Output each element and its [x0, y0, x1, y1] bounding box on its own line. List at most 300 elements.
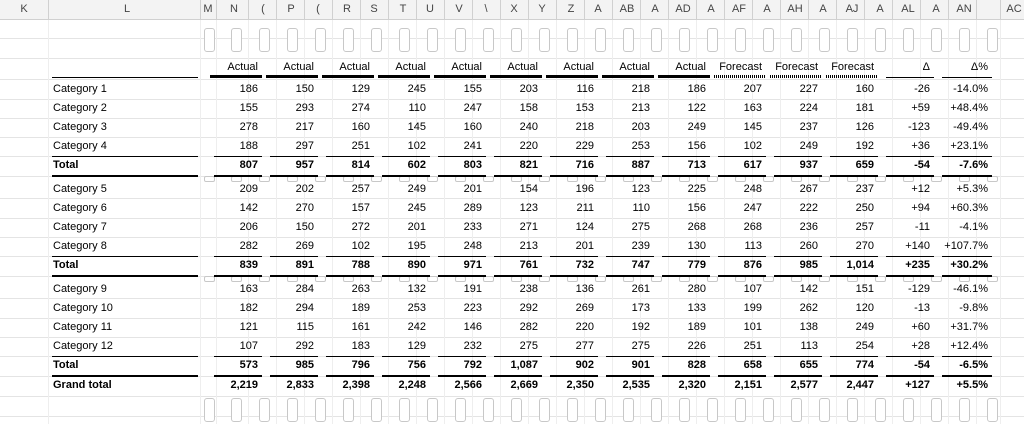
- table-cell[interactable]: 132: [407, 283, 426, 295]
- table-cell[interactable]: 211: [576, 202, 594, 214]
- column-separator[interactable]: [556, 0, 557, 19]
- table-cell[interactable]: 133: [687, 302, 706, 314]
- outline-group-handle[interactable]: [679, 398, 690, 422]
- table-cell[interactable]: 123: [519, 202, 538, 214]
- table-cell[interactable]: 245: [407, 83, 426, 95]
- column-header[interactable]: AN: [956, 3, 972, 15]
- table-cell[interactable]: 253: [407, 302, 426, 314]
- table-cell[interactable]: 155: [239, 102, 258, 114]
- outline-group-handle[interactable]: [231, 398, 242, 422]
- outline-group-handle[interactable]: [735, 398, 746, 422]
- outline-group-handle[interactable]: [287, 398, 298, 422]
- outline-group-handle[interactable]: [903, 28, 914, 52]
- column-separator[interactable]: [892, 0, 893, 19]
- table-cell[interactable]: 294: [295, 302, 314, 314]
- table-cell[interactable]: 116: [576, 83, 594, 95]
- table-cell[interactable]: 248: [463, 240, 482, 252]
- table-cell[interactable]: -26: [914, 83, 930, 95]
- table-cell[interactable]: 195: [407, 240, 426, 252]
- table-cell[interactable]: 891: [295, 259, 314, 271]
- table-cell[interactable]: -129: [907, 283, 930, 295]
- outline-group-handle[interactable]: [987, 398, 998, 422]
- table-cell[interactable]: 971: [463, 259, 482, 271]
- table-cell[interactable]: 223: [463, 302, 482, 314]
- table-cell[interactable]: 129: [351, 83, 370, 95]
- table-cell[interactable]: 262: [799, 302, 818, 314]
- table-cell[interactable]: 284: [295, 283, 314, 295]
- column-header[interactable]: S: [370, 3, 378, 15]
- outline-group-handle[interactable]: [567, 398, 578, 422]
- column-header[interactable]: AH: [787, 3, 803, 15]
- outline-group-handle[interactable]: [595, 28, 606, 52]
- column-header[interactable]: A: [707, 3, 715, 15]
- table-cell[interactable]: 110: [408, 102, 426, 114]
- table-cell[interactable]: 188: [239, 140, 258, 152]
- outline-group-handle[interactable]: [931, 28, 942, 52]
- table-cell[interactable]: 251: [743, 340, 762, 352]
- table-cell[interactable]: 268: [687, 221, 706, 233]
- table-cell[interactable]: 275: [519, 340, 538, 352]
- table-cell[interactable]: 2,398: [342, 379, 370, 391]
- column-separator[interactable]: [416, 0, 417, 19]
- column-separator[interactable]: [780, 0, 781, 19]
- table-cell[interactable]: 890: [407, 259, 426, 271]
- table-cell[interactable]: +127: [905, 379, 930, 391]
- table-cell[interactable]: 289: [463, 202, 482, 214]
- table-cell[interactable]: 887: [631, 159, 650, 171]
- column-header[interactable]: N: [230, 3, 238, 15]
- column-separator[interactable]: [864, 0, 865, 19]
- table-cell[interactable]: 207: [743, 83, 762, 95]
- outline-group-handle[interactable]: [819, 28, 830, 52]
- table-cell[interactable]: 196: [575, 183, 594, 195]
- table-cell[interactable]: 201: [463, 183, 482, 195]
- column-header[interactable]: T: [399, 3, 407, 15]
- table-cell[interactable]: 183: [351, 340, 370, 352]
- column-separator[interactable]: [500, 0, 501, 19]
- column-header[interactable]: AD: [675, 3, 691, 15]
- table-cell[interactable]: +36: [911, 140, 930, 152]
- outline-group-handle[interactable]: [399, 398, 410, 422]
- table-cell[interactable]: 181: [855, 102, 874, 114]
- outline-group-handle[interactable]: [959, 28, 970, 52]
- table-cell[interactable]: 2,577: [790, 379, 818, 391]
- table-cell[interactable]: 186: [239, 83, 258, 95]
- table-cell[interactable]: 225: [687, 183, 706, 195]
- table-cell[interactable]: 297: [295, 140, 314, 152]
- table-cell[interactable]: 2,151: [734, 379, 762, 391]
- outline-group-handle[interactable]: [763, 28, 774, 52]
- table-cell[interactable]: +28: [911, 340, 930, 352]
- table-cell[interactable]: 160: [463, 121, 482, 133]
- table-cell[interactable]: 220: [575, 321, 594, 333]
- table-cell[interactable]: 249: [855, 321, 874, 333]
- table-cell[interactable]: 788: [351, 259, 370, 271]
- table-cell[interactable]: 277: [575, 340, 594, 352]
- table-cell[interactable]: 253: [631, 140, 650, 152]
- table-cell[interactable]: 126: [855, 121, 874, 133]
- table-cell[interactable]: 270: [295, 202, 314, 214]
- column-header[interactable]: (: [316, 3, 320, 15]
- table-cell[interactable]: -54: [914, 159, 930, 171]
- table-cell[interactable]: 2,566: [454, 379, 482, 391]
- table-cell[interactable]: 249: [799, 140, 818, 152]
- column-separator[interactable]: [668, 0, 669, 19]
- column-header[interactable]: AC: [1006, 3, 1022, 15]
- outline-group-handle[interactable]: [427, 28, 438, 52]
- column-header[interactable]: K: [20, 3, 28, 15]
- column-separator[interactable]: [920, 0, 921, 19]
- table-cell[interactable]: 163: [239, 283, 258, 295]
- table-cell[interactable]: 241: [463, 140, 482, 152]
- column-separator[interactable]: [976, 0, 977, 19]
- table-cell[interactable]: -4.1%: [959, 221, 988, 233]
- table-cell[interactable]: 282: [519, 321, 538, 333]
- outline-group-handle[interactable]: [343, 28, 354, 52]
- table-cell[interactable]: 217: [295, 121, 314, 133]
- table-cell[interactable]: 713: [687, 159, 706, 171]
- table-cell[interactable]: 747: [631, 259, 650, 271]
- column-separator[interactable]: [808, 0, 809, 19]
- column-header[interactable]: A: [876, 3, 884, 15]
- table-cell[interactable]: 2,535: [622, 379, 650, 391]
- table-cell[interactable]: 1,014: [846, 259, 874, 271]
- table-cell[interactable]: +12.4%: [950, 340, 988, 352]
- outline-group-handle[interactable]: [707, 28, 718, 52]
- table-cell[interactable]: +60: [911, 321, 930, 333]
- outline-group-handle[interactable]: [651, 28, 662, 52]
- table-cell[interactable]: 146: [463, 321, 482, 333]
- table-cell[interactable]: 213: [519, 240, 538, 252]
- table-cell[interactable]: 274: [351, 102, 370, 114]
- table-cell[interactable]: 202: [295, 183, 314, 195]
- table-cell[interactable]: 121: [239, 321, 258, 333]
- table-cell[interactable]: -11: [914, 221, 930, 233]
- table-cell[interactable]: 102: [351, 240, 370, 252]
- outline-group-handle[interactable]: [204, 28, 215, 52]
- column-separator[interactable]: [612, 0, 613, 19]
- column-separator[interactable]: [200, 0, 201, 19]
- table-cell[interactable]: 617: [743, 159, 762, 171]
- table-cell[interactable]: 199: [743, 302, 762, 314]
- table-cell[interactable]: 985: [295, 359, 314, 371]
- column-header[interactable]: A: [594, 3, 602, 15]
- table-cell[interactable]: 101: [743, 321, 762, 333]
- table-cell[interactable]: -9.8%: [959, 302, 988, 314]
- table-cell[interactable]: 902: [575, 359, 594, 371]
- column-separator[interactable]: [304, 0, 305, 19]
- outline-group-handle[interactable]: [427, 398, 438, 422]
- table-cell[interactable]: 278: [239, 121, 258, 133]
- table-cell[interactable]: 160: [351, 121, 370, 133]
- outline-group-handle[interactable]: [315, 398, 326, 422]
- table-cell[interactable]: 136: [575, 283, 594, 295]
- table-cell[interactable]: 263: [351, 283, 370, 295]
- column-header[interactable]: AF: [731, 3, 747, 15]
- table-cell[interactable]: 821: [519, 159, 538, 171]
- table-cell[interactable]: 282: [239, 240, 258, 252]
- table-cell[interactable]: 1,087: [510, 359, 538, 371]
- table-cell[interactable]: 602: [407, 159, 426, 171]
- table-cell[interactable]: 240: [519, 121, 538, 133]
- outline-group-handle[interactable]: [623, 28, 634, 52]
- table-cell[interactable]: 267: [799, 183, 818, 195]
- table-cell[interactable]: 158: [519, 102, 538, 114]
- table-cell[interactable]: 192: [855, 140, 874, 152]
- table-cell[interactable]: 2,219: [230, 379, 258, 391]
- table-cell[interactable]: 774: [855, 359, 874, 371]
- table-cell[interactable]: +140: [905, 240, 930, 252]
- table-cell[interactable]: 270: [855, 240, 874, 252]
- table-cell[interactable]: 839: [239, 259, 258, 271]
- table-cell[interactable]: 293: [295, 102, 314, 114]
- table-cell[interactable]: +48.4%: [950, 102, 988, 114]
- outline-group-handle[interactable]: [875, 398, 886, 422]
- column-separator[interactable]: [472, 0, 473, 19]
- table-cell[interactable]: 220: [519, 140, 538, 152]
- column-separator[interactable]: [1000, 0, 1001, 19]
- table-cell[interactable]: 247: [743, 202, 762, 214]
- table-cell[interactable]: 245: [407, 202, 426, 214]
- table-cell[interactable]: 102: [743, 140, 762, 152]
- table-cell[interactable]: 247: [463, 102, 482, 114]
- table-cell[interactable]: 110: [632, 202, 650, 214]
- table-cell[interactable]: 257: [855, 221, 874, 233]
- outline-group-handle[interactable]: [847, 28, 858, 52]
- outline-group-handle[interactable]: [735, 28, 746, 52]
- table-cell[interactable]: 189: [351, 302, 370, 314]
- table-cell[interactable]: 242: [407, 321, 426, 333]
- table-cell[interactable]: 107: [743, 283, 762, 295]
- table-cell[interactable]: 145: [743, 121, 762, 133]
- table-cell[interactable]: 113: [744, 240, 762, 252]
- table-cell[interactable]: 659: [855, 159, 874, 171]
- table-cell[interactable]: 803: [463, 159, 482, 171]
- table-cell[interactable]: +60.3%: [950, 202, 988, 214]
- table-cell[interactable]: 102: [407, 140, 426, 152]
- outline-group-handle[interactable]: [371, 28, 382, 52]
- outline-group-handle[interactable]: [819, 398, 830, 422]
- table-cell[interactable]: 251: [351, 140, 370, 152]
- table-cell[interactable]: 261: [631, 283, 650, 295]
- table-cell[interactable]: 280: [687, 283, 706, 295]
- table-cell[interactable]: 292: [295, 340, 314, 352]
- table-cell[interactable]: 155: [463, 83, 482, 95]
- table-cell[interactable]: -14.0%: [953, 83, 988, 95]
- table-cell[interactable]: 573: [239, 359, 258, 371]
- column-separator[interactable]: [528, 0, 529, 19]
- table-cell[interactable]: 238: [519, 283, 538, 295]
- outline-group-handle[interactable]: [455, 398, 466, 422]
- table-cell[interactable]: 191: [463, 283, 482, 295]
- column-header[interactable]: A: [763, 3, 771, 15]
- outline-group-handle[interactable]: [623, 398, 634, 422]
- table-cell[interactable]: 248: [743, 183, 762, 195]
- table-cell[interactable]: 655: [799, 359, 818, 371]
- table-cell[interactable]: 154: [519, 183, 538, 195]
- column-header[interactable]: AJ: [845, 3, 859, 15]
- table-cell[interactable]: +12: [911, 183, 930, 195]
- outline-group-handle[interactable]: [343, 398, 354, 422]
- table-cell[interactable]: 249: [687, 121, 706, 133]
- column-header[interactable]: A: [651, 3, 659, 15]
- table-cell[interactable]: 107: [239, 340, 258, 352]
- column-header[interactable]: Y: [538, 3, 546, 15]
- table-cell[interactable]: 792: [463, 359, 482, 371]
- table-cell[interactable]: 779: [687, 259, 706, 271]
- column-separator[interactable]: [388, 0, 389, 19]
- outline-group-handle[interactable]: [763, 398, 774, 422]
- table-cell[interactable]: 901: [631, 359, 650, 371]
- outline-group-handle[interactable]: [959, 398, 970, 422]
- outline-group-handle[interactable]: [791, 28, 802, 52]
- table-cell[interactable]: 249: [407, 183, 426, 195]
- table-cell[interactable]: 206: [239, 221, 258, 233]
- table-cell[interactable]: 156: [687, 202, 706, 214]
- column-header[interactable]: A: [819, 3, 827, 15]
- outline-group-handle[interactable]: [511, 398, 522, 422]
- column-header[interactable]: M: [203, 3, 213, 15]
- column-header[interactable]: V: [455, 3, 463, 15]
- column-separator[interactable]: [948, 0, 949, 19]
- outline-group-handle[interactable]: [651, 398, 662, 422]
- table-cell[interactable]: 254: [855, 340, 874, 352]
- table-cell[interactable]: +23.1%: [950, 140, 988, 152]
- table-cell[interactable]: 157: [351, 202, 370, 214]
- column-header[interactable]: AB: [619, 3, 635, 15]
- outline-group-handle[interactable]: [455, 28, 466, 52]
- table-cell[interactable]: 186: [687, 83, 706, 95]
- table-cell[interactable]: 275: [631, 340, 650, 352]
- outline-group-handle[interactable]: [931, 398, 942, 422]
- table-cell[interactable]: 192: [631, 321, 650, 333]
- outline-group-handle[interactable]: [847, 398, 858, 422]
- column-separator[interactable]: [696, 0, 697, 19]
- table-cell[interactable]: 716: [575, 159, 594, 171]
- table-cell[interactable]: 2,320: [678, 379, 706, 391]
- table-cell[interactable]: 2,447: [846, 379, 874, 391]
- table-cell[interactable]: +5.3%: [956, 183, 988, 195]
- outline-group-handle[interactable]: [791, 398, 802, 422]
- table-cell[interactable]: 796: [351, 359, 370, 371]
- table-cell[interactable]: 269: [295, 240, 314, 252]
- table-cell[interactable]: 275: [631, 221, 650, 233]
- table-cell[interactable]: 226: [687, 340, 706, 352]
- column-header[interactable]: Z: [567, 3, 575, 15]
- column-separator[interactable]: [640, 0, 641, 19]
- outline-group-handle[interactable]: [483, 28, 494, 52]
- table-cell[interactable]: 156: [687, 140, 706, 152]
- table-cell[interactable]: 237: [799, 121, 818, 133]
- outline-group-handle[interactable]: [567, 28, 578, 52]
- table-cell[interactable]: +94: [911, 202, 930, 214]
- column-header[interactable]: R: [343, 3, 351, 15]
- table-cell[interactable]: +30.2%: [950, 259, 988, 271]
- table-cell[interactable]: 150: [295, 83, 314, 95]
- table-cell[interactable]: -49.4%: [953, 121, 988, 133]
- table-cell[interactable]: 203: [519, 83, 538, 95]
- outline-group-handle[interactable]: [259, 28, 270, 52]
- outline-group-handle[interactable]: [875, 28, 886, 52]
- table-cell[interactable]: +235: [905, 259, 930, 271]
- table-cell[interactable]: 227: [799, 83, 818, 95]
- outline-group-handle[interactable]: [539, 28, 550, 52]
- table-cell[interactable]: -6.5%: [959, 359, 988, 371]
- table-cell[interactable]: 145: [407, 121, 426, 133]
- table-cell[interactable]: 232: [463, 340, 482, 352]
- table-cell[interactable]: 218: [575, 121, 594, 133]
- column-header[interactable]: X: [510, 3, 518, 15]
- table-cell[interactable]: -46.1%: [953, 283, 988, 295]
- table-cell[interactable]: 201: [407, 221, 426, 233]
- table-cell[interactable]: 985: [799, 259, 818, 271]
- column-separator[interactable]: [216, 0, 217, 19]
- table-cell[interactable]: 814: [351, 159, 370, 171]
- table-cell[interactable]: 260: [799, 240, 818, 252]
- table-cell[interactable]: 229: [575, 140, 594, 152]
- outline-group-handle[interactable]: [511, 28, 522, 52]
- column-header[interactable]: A: [932, 3, 940, 15]
- table-cell[interactable]: 272: [351, 221, 370, 233]
- table-cell[interactable]: 268: [743, 221, 762, 233]
- column-separator[interactable]: [360, 0, 361, 19]
- outline-group-handle[interactable]: [315, 28, 326, 52]
- table-cell[interactable]: 937: [799, 159, 818, 171]
- column-separator[interactable]: [836, 0, 837, 19]
- table-cell[interactable]: 203: [631, 121, 650, 133]
- column-separator[interactable]: [724, 0, 725, 19]
- table-cell[interactable]: 756: [407, 359, 426, 371]
- table-cell[interactable]: 122: [687, 102, 706, 114]
- column-separator[interactable]: [444, 0, 445, 19]
- table-cell[interactable]: +5.5%: [956, 379, 988, 391]
- table-cell[interactable]: 2,350: [566, 379, 594, 391]
- table-cell[interactable]: 189: [687, 321, 706, 333]
- table-cell[interactable]: 153: [575, 102, 594, 114]
- table-cell[interactable]: 658: [743, 359, 762, 371]
- table-cell[interactable]: 271: [519, 221, 538, 233]
- table-cell[interactable]: 250: [855, 202, 874, 214]
- table-cell[interactable]: 807: [239, 159, 258, 171]
- table-cell[interactable]: 876: [743, 259, 762, 271]
- table-cell[interactable]: 213: [631, 102, 650, 114]
- outline-group-handle[interactable]: [204, 398, 215, 422]
- table-cell[interactable]: -13: [914, 302, 930, 314]
- table-cell[interactable]: 115: [296, 321, 314, 333]
- table-cell[interactable]: 130: [687, 240, 706, 252]
- table-cell[interactable]: +31.7%: [950, 321, 988, 333]
- table-cell[interactable]: 218: [631, 83, 650, 95]
- table-cell[interactable]: -123: [907, 121, 930, 133]
- table-cell[interactable]: 2,669: [510, 379, 538, 391]
- outline-group-handle[interactable]: [707, 398, 718, 422]
- table-cell[interactable]: 161: [351, 321, 370, 333]
- table-cell[interactable]: 236: [799, 221, 818, 233]
- table-cell[interactable]: 957: [295, 159, 314, 171]
- table-cell[interactable]: 123: [631, 183, 650, 195]
- table-cell[interactable]: 237: [855, 183, 874, 195]
- table-cell[interactable]: 239: [631, 240, 650, 252]
- column-header[interactable]: U: [426, 3, 434, 15]
- outline-group-handle[interactable]: [371, 398, 382, 422]
- table-cell[interactable]: +107.7%: [944, 240, 988, 252]
- table-cell[interactable]: 257: [351, 183, 370, 195]
- table-cell[interactable]: 150: [295, 221, 314, 233]
- outline-group-handle[interactable]: [231, 28, 242, 52]
- column-header[interactable]: AL: [901, 3, 915, 15]
- column-separator[interactable]: [48, 0, 49, 19]
- table-cell[interactable]: 142: [239, 202, 258, 214]
